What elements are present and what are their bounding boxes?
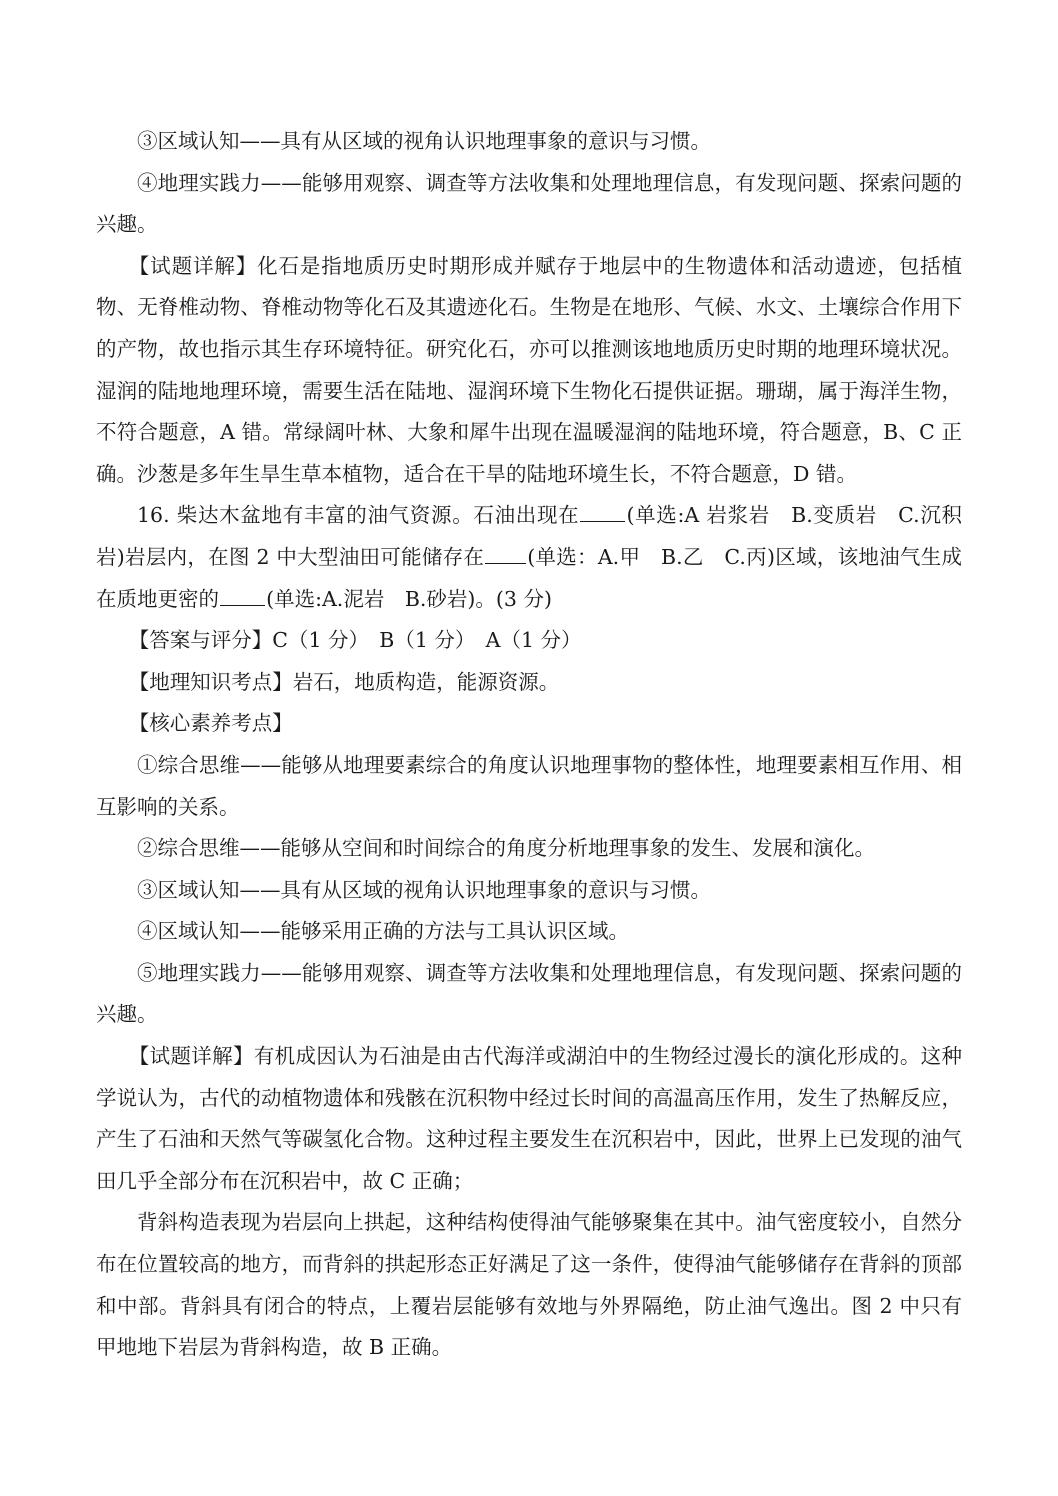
answer-scoring: 【答案与评分】C（1 分） B（1 分） A（1 分）	[128, 628, 582, 653]
literacy-heading: 【核心素养考点】	[128, 711, 293, 736]
question-16-detail-2: 背斜构造表现为岩层向上拱起，这种结构使得油气能够聚集在其中。油气密度较小，自然分布在位置较高的地方，而背斜的拱起形态正好满足了这一条件，使得油气能够储存在背斜的顶部和中部。背斜具有闭合的特点，上覆岩层能够有效地与外界隔绝，防止油气逸出。图 2 中只有甲地地下岩层为背斜构造，故 B 正确。	[96, 1210, 962, 1360]
literacy-item-3: ③区域认知——具有从区域的视角认识地理事象的意识与习惯。	[137, 877, 711, 902]
literacy-item-practice: ④地理实践力——能够用观察、调查等方法收集和处理地理信息，有发现问题、探索问题的兴趣。	[96, 170, 962, 237]
literacy-item-1: ①综合思维——能够从地理要素综合的角度认识地理事物的整体性，地理要素相互作用、相互影响的关系。	[96, 752, 962, 819]
literacy-item-regional-cognition: ③区域认知——具有从区域的视角认识地理事象的意识与习惯。	[137, 129, 711, 153]
question-16-detail-1: 【试题详解】有机成因认为石油是由古代海洋或湖泊中的生物经过漫长的演化形成的。这种学说认为，古代的动植物遗体和残骸在沉积物中经过长时间的高温高压作用，发生了热解反应，产生了石油和天然气等碳氢化合物。这种过程主要发生在沉积岩中，因此，世界上已发现的油气田几乎全部分布在沉积岩中，故 C 正确；	[96, 1044, 962, 1193]
question-16	[96, 495, 962, 620]
answer-blank-2	[485, 542, 526, 564]
question-16-text-4: (单选:A.泥岩 B.砂岩)。(3 分)	[266, 586, 552, 611]
literacy-item-4: ④区域认知——能够采用正确的方法与工具认识区域。	[137, 919, 629, 944]
literacy-item-2: ②综合思维——能够从空间和时间综合的角度分析地理事象的发生、发展和演化。	[137, 836, 875, 861]
answer-blank-3	[220, 584, 265, 606]
question-16-text-3: (单选：A.甲 B.乙 C.丙)区域，该地油气生成在质地更密的	[96, 544, 963, 611]
question-15-detail: 【试题详解】化石是指地质历史时期形成并赋存于地层中的生物遗体和活动遗迹，包括植物、无脊椎动物、脊椎动物等化石及其遗迹化石。生物是在地形、气候、水文、土壤综合作用下的产物，故也指示其生存环境特征。研究化石，亦可以推测该地地质历史时期的地理环境状况。湿润的陆地地理环境，需要生活在陆地、湿润环境下生物化石提供证据。珊瑚，属于海洋生物，不符合题意，A 错。常绿阔叶林、大象和犀牛出现在温暖湿润的陆地环境，符合题意，B、C 正确。沙葱是多年生旱生草本植物，适合在干旱的陆地环境生长，不符合题意，D 错。	[96, 253, 962, 486]
question-16-text-1: 16. 柴达木盆地有丰富的油气资源。石油出现在	[137, 503, 580, 528]
answer-blank-1	[580, 501, 625, 523]
document-body	[96, 121, 962, 1369]
question-16-text-2: (单选:A 岩浆岩 B.变质岩 C.沉积岩)岩层内，在图 2 中大型油田可能储存在	[96, 503, 963, 569]
knowledge-points: 【地理知识考点】岩石，地质构造，能源资源。	[128, 669, 560, 694]
literacy-item-5: ⑤地理实践力——能够用观察、调查等方法收集和处理地理信息，有发现问题、探索问题的兴趣。	[96, 960, 962, 1027]
